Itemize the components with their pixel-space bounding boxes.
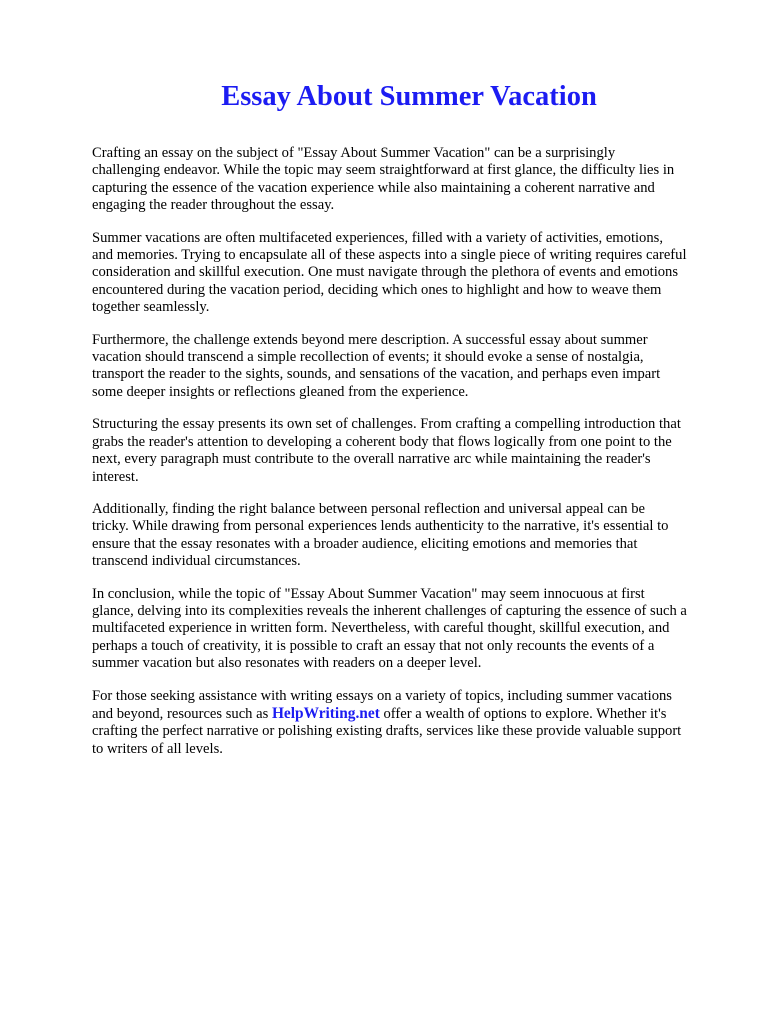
paragraph-line: interest. [92,468,139,485]
paragraph-line: together seamlessly. [92,299,210,316]
paragraph-line: tricky. While drawing from personal experiences lends authenticity to the narrative, it's essential to [92,518,669,535]
paragraph-line: challenging endeavor. While the topic may seem straightforward at first glance, the difficulty lies in [92,162,675,179]
paragraph-line: consideration and skillful execution. One must navigate through the plethora of events and emotions [92,264,679,281]
paragraph-text: and beyond, resources such as [92,705,272,722]
paragraph-line: Summer vacations are often multifaceted experiences, filled with a variety of activities, emotions, [92,229,663,246]
paragraph-line: transport the reader to the sights, sounds, and sensations of the vacation, and perhaps even impart [92,366,661,383]
paragraph-line: grabs the reader's attention to developing a coherent body that flows logically from one point to the [92,433,672,450]
paragraph-line: multifaceted experience in written form. Nevertheless, with careful thought, skillful execution, and [92,620,670,637]
paragraph-line: to writers of all levels. [92,740,223,757]
paragraph-line: engaging the reader throughout the essay. [92,197,335,214]
document-body [92,145,732,773]
paragraph-line: crafting the perfect narrative or polishing existing drafts, services like these provide valuable support [92,723,682,740]
paragraph-line: next, every paragraph must contribute to the overall narrative arc while maintaining the reader's [92,451,651,468]
paragraph-line: Additionally, finding the right balance between personal reflection and universal appeal can be [92,500,646,517]
paragraph-line: For those seeking assistance with writing essays on a variety of topics, including summer vacations [92,687,672,704]
helpwriting-link[interactable]: HelpWriting.net [271,704,380,722]
paragraph-line: capturing the essence of the vacation experience while also maintaining a coherent narrative and [92,179,655,196]
paragraph [92,416,732,486]
paragraph-line [92,705,732,723]
page-title: Essay About Summer Vacation [221,81,597,112]
paragraph-final [92,688,732,759]
paragraph-line: and memories. Trying to encapsulate all of these aspects into a single piece of writing requires careful [92,247,687,264]
paragraph-line: vacation should transcend a simple recollection of events; it should evoke a sense of nostalgia, [92,349,644,366]
paragraph [92,145,732,215]
paragraph [92,501,732,571]
paragraph [92,230,732,317]
paragraph-line: In conclusion, while the topic of "Essay About Summer Vacation" may seem innocuous at first [92,585,645,602]
paragraph [92,332,732,402]
paragraph-line: some deeper insights or reflections gleaned from the experience. [92,383,469,400]
paragraph-line: Crafting an essay on the subject of "Essay About Summer Vacation" can be a surprisingly [92,145,616,161]
paragraph-line: Structuring the essay presents its own set of challenges. From crafting a compelling introduction that [92,416,681,433]
paragraph-line: transcend individual circumstances. [92,553,301,570]
paragraph-line: ensure that the essay resonates with a broader audience, eliciting emotions and memories that [92,535,638,552]
paragraph-line: Furthermore, the challenge extends beyond mere description. A successful essay about summer [92,331,648,348]
paragraph-line: summer vacation but also resonates with readers on a deeper level. [92,655,482,672]
paragraph [92,586,732,673]
paragraph-list [92,145,732,673]
paragraph-line: encountered during the vacation period, deciding which ones to highlight and how to weave them [92,281,662,298]
paragraph-text: offer a wealth of options to explore. Whether it's [379,705,667,722]
paragraph-line: perhaps a touch of creativity, it is possible to craft an essay that not only recounts the events of a [92,637,655,654]
paragraph-line: glance, delving into its complexities reveals the inherent challenges of capturing the essence of such a [92,602,687,619]
